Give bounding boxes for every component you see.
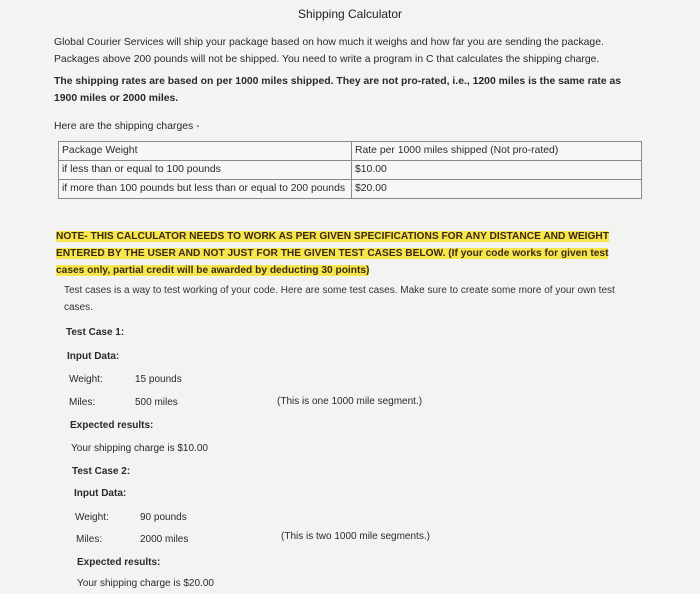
tc1-miles-label: Miles: bbox=[69, 397, 96, 408]
rates-note-paragraph: The shipping rates are based on per 1000 miles shipped. They are not pro-rated, i.e., 1200 miles is the same rate as 1900 miles or 2000 miles. bbox=[54, 76, 622, 104]
tc2-expected-value: Your shipping charge is $20.00 bbox=[77, 578, 214, 589]
tc2-expected-label: Expected results: bbox=[77, 557, 161, 568]
highlighted-note bbox=[56, 228, 636, 279]
charges-lead: Here are the shipping charges - bbox=[54, 121, 200, 132]
tc1-weight-value: 15 pounds bbox=[135, 374, 182, 385]
table-cell: $20.00 bbox=[352, 180, 642, 199]
page-title: Shipping Calculator bbox=[297, 7, 403, 21]
table-row bbox=[59, 180, 642, 199]
table-cell: if more than 100 pounds but less than or equal to 200 pounds bbox=[59, 180, 352, 199]
tc1-weight-label: Weight: bbox=[69, 374, 103, 385]
tc1-miles-value: 500 miles bbox=[135, 397, 178, 408]
tc2-input-label: Input Data: bbox=[74, 488, 127, 499]
tc2-title: Test Case 2: bbox=[72, 466, 131, 477]
intro-paragraph: Global Courier Services will ship your package based on how much it weighs and how far you are sending the package. Packages above 200 pounds will not be shipped. You need to write a program in C that calculates the shipping charge. bbox=[54, 37, 604, 65]
table-cell: if less than or equal to 100 pounds bbox=[59, 161, 352, 180]
tc1-title: Test Case 1: bbox=[66, 327, 125, 338]
note-text: NOTE- THIS CALCULATOR NEEDS TO WORK AS PER GIVEN SPECIFICATIONS FOR ANY DISTANCE AND WEIGHT ENTERED BY THE USER AND NOT JUST FOR THE GIVEN TEST CASES BELOW. (If your code works for given test cases only, partial credit will be awarded by deducting 30 points) bbox=[56, 231, 609, 276]
tc1-expected-value: Your shipping charge is $10.00 bbox=[71, 443, 208, 454]
table-row bbox=[59, 161, 642, 180]
tc2-weight-value: 90 pounds bbox=[140, 512, 187, 523]
tc1-segment-note: (This is one 1000 mile segment.) bbox=[277, 396, 423, 407]
tc2-weight-label: Weight: bbox=[75, 512, 109, 523]
tc2-segment-note: (This is two 1000 mile segments.) bbox=[281, 531, 430, 542]
test-cases-intro: Test cases is a way to test working of your code. Here are some test cases. Make sure to create some more of your own test cases. bbox=[64, 285, 615, 313]
tc1-expected-label: Expected results: bbox=[70, 420, 154, 431]
table-cell: $10.00 bbox=[352, 161, 642, 180]
tc2-miles-value: 2000 miles bbox=[140, 534, 189, 545]
table-header-cell: Package Weight bbox=[59, 142, 352, 161]
table-header-cell: Rate per 1000 miles shipped (Not pro-rated) bbox=[352, 142, 642, 161]
table-header-row bbox=[59, 142, 642, 161]
shipping-rates-table bbox=[58, 141, 642, 199]
tc2-miles-label: Miles: bbox=[76, 534, 103, 545]
tc1-input-label: Input Data: bbox=[67, 351, 120, 362]
